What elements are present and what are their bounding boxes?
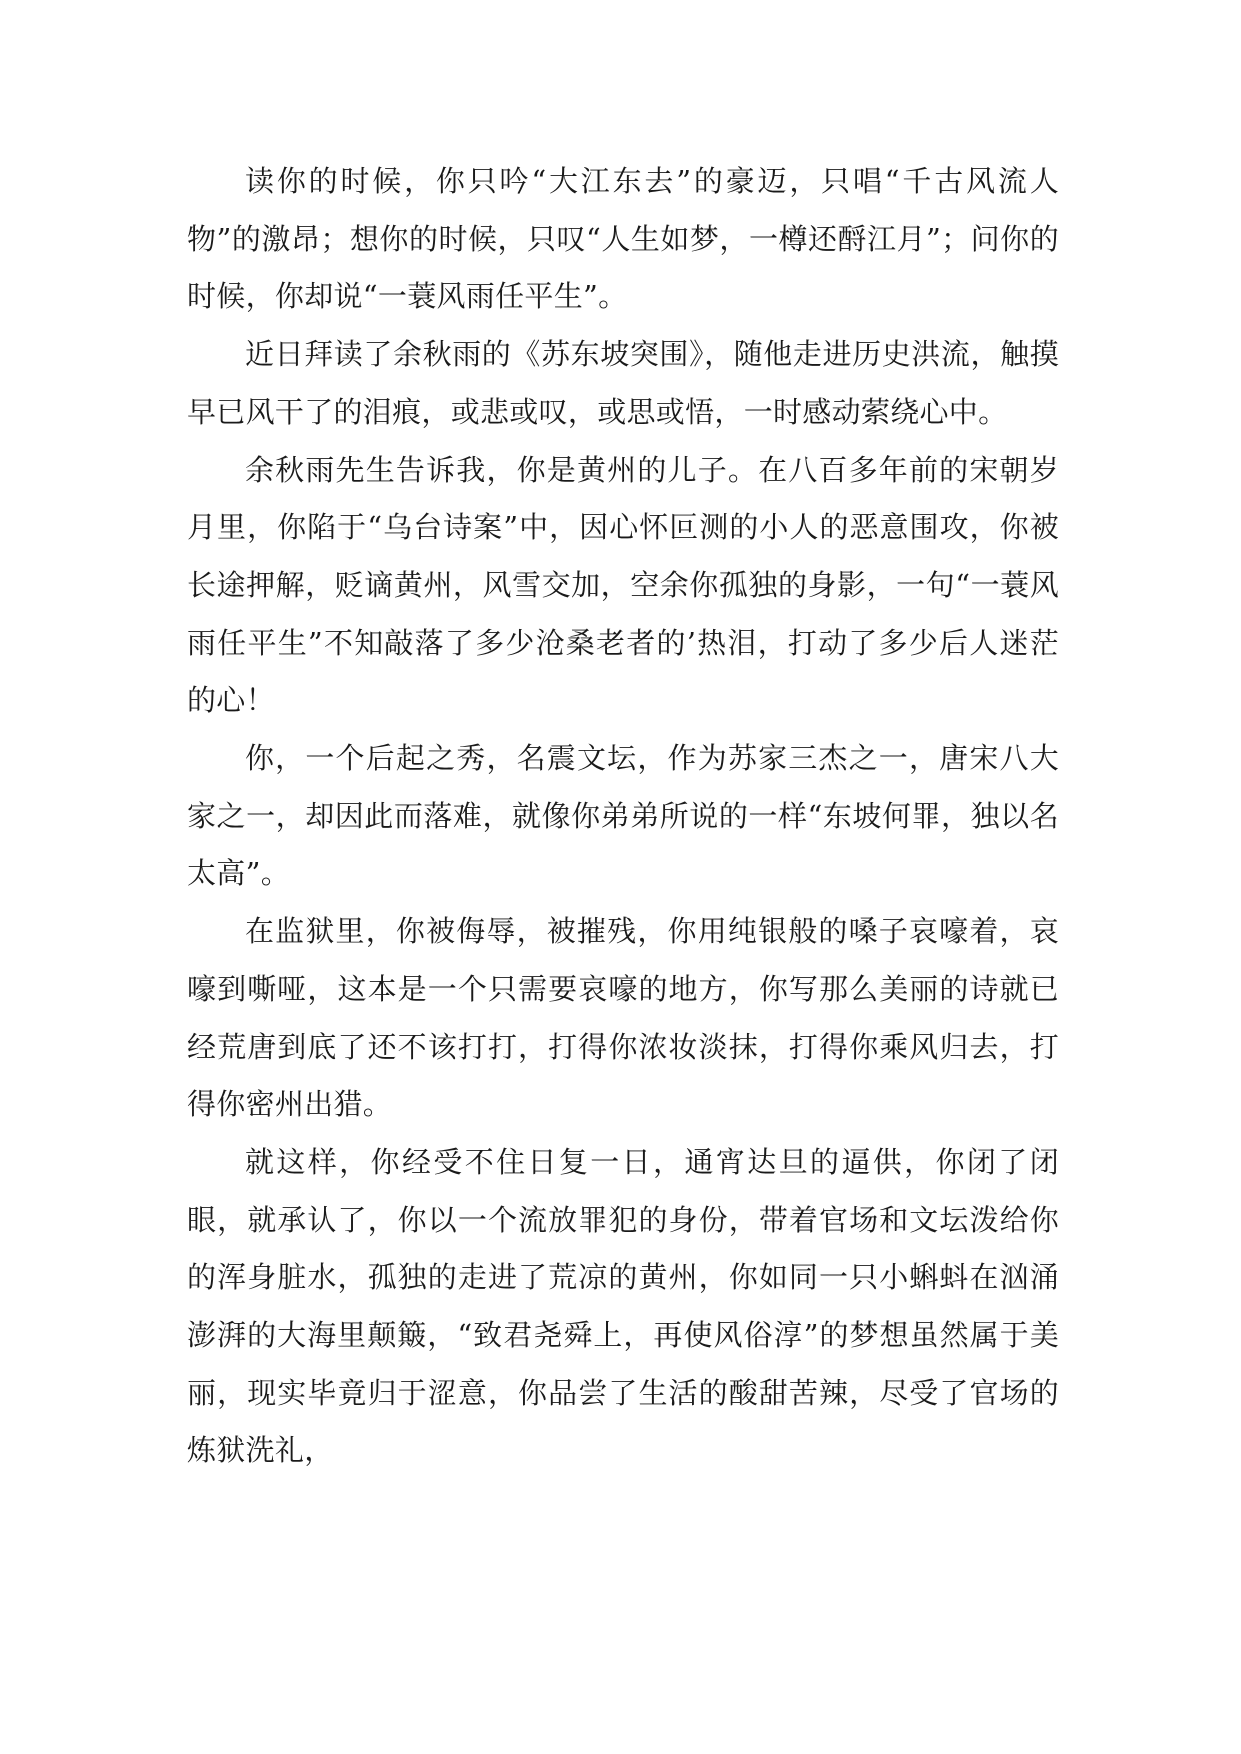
paragraph-3: 余秋雨先生告诉我，你是黄州的儿子。在八百多年前的宋朝岁月里，你陷于“乌台诗案”中，因心怀叵测的小人的恶意围攻，你被长途押解，贬谪黄州，风雪交加，空余你孤独的身影，一句“一蓑风雨任平生”不知敲落了多少沧桑老者的’热泪，打动了多少后人迷茫的心！	[187, 452, 1059, 718]
paragraph-4: 你，一个后起之秀，名震文坛，作为苏家三杰之一，唐宋八大家之一，却因此而落难，就像你弟弟所说的一样“东坡何罪，独以名太高”。	[187, 741, 1059, 891]
paragraph-1: 读你的时候，你只吟“大江东去”的豪迈，只唱“千古风流人物”的激昂；想你的时候，只叹“人生如梦，一樽还酹江月”；问你的时候，你却说“一蓑风雨任平生”。	[187, 164, 1059, 314]
paragraph-2: 近日拜读了余秋雨的《苏东坡突围》，随他走进历史洪流，触摸早已风干了的泪痕，或悲或叹，或思或悟，一时感动萦绕心中。	[187, 337, 1059, 429]
document-body	[187, 153, 1059, 1480]
paragraph-5: 在监狱里，你被侮辱，被摧残，你用纯银般的嗓子哀嚎着，哀嚎到嘶哑，这本是一个只需要哀嚎的地方，你写那么美丽的诗就已经荒唐到底了还不该打打，打得你浓妆淡抹，打得你乘风归去，打得你密州出猎。	[187, 914, 1059, 1122]
paragraph-6: 就这样，你经受不住日复一日，通宵达旦的逼供，你闭了闭眼，就承认了，你以一个流放罪犯的身份，带着官场和文坛泼给你的浑身脏水，孤独的走进了荒凉的黄州，你如同一只小蝌蚪在汹涌澎湃的大海里颠簸，“致君尧舜上，再使风俗淳”的梦想虽然属于美丽，现实毕竟归于涩意，你品尝了生活的酸甜苦辣，尽受了官场的炼狱洗礼，	[187, 1144, 1059, 1468]
